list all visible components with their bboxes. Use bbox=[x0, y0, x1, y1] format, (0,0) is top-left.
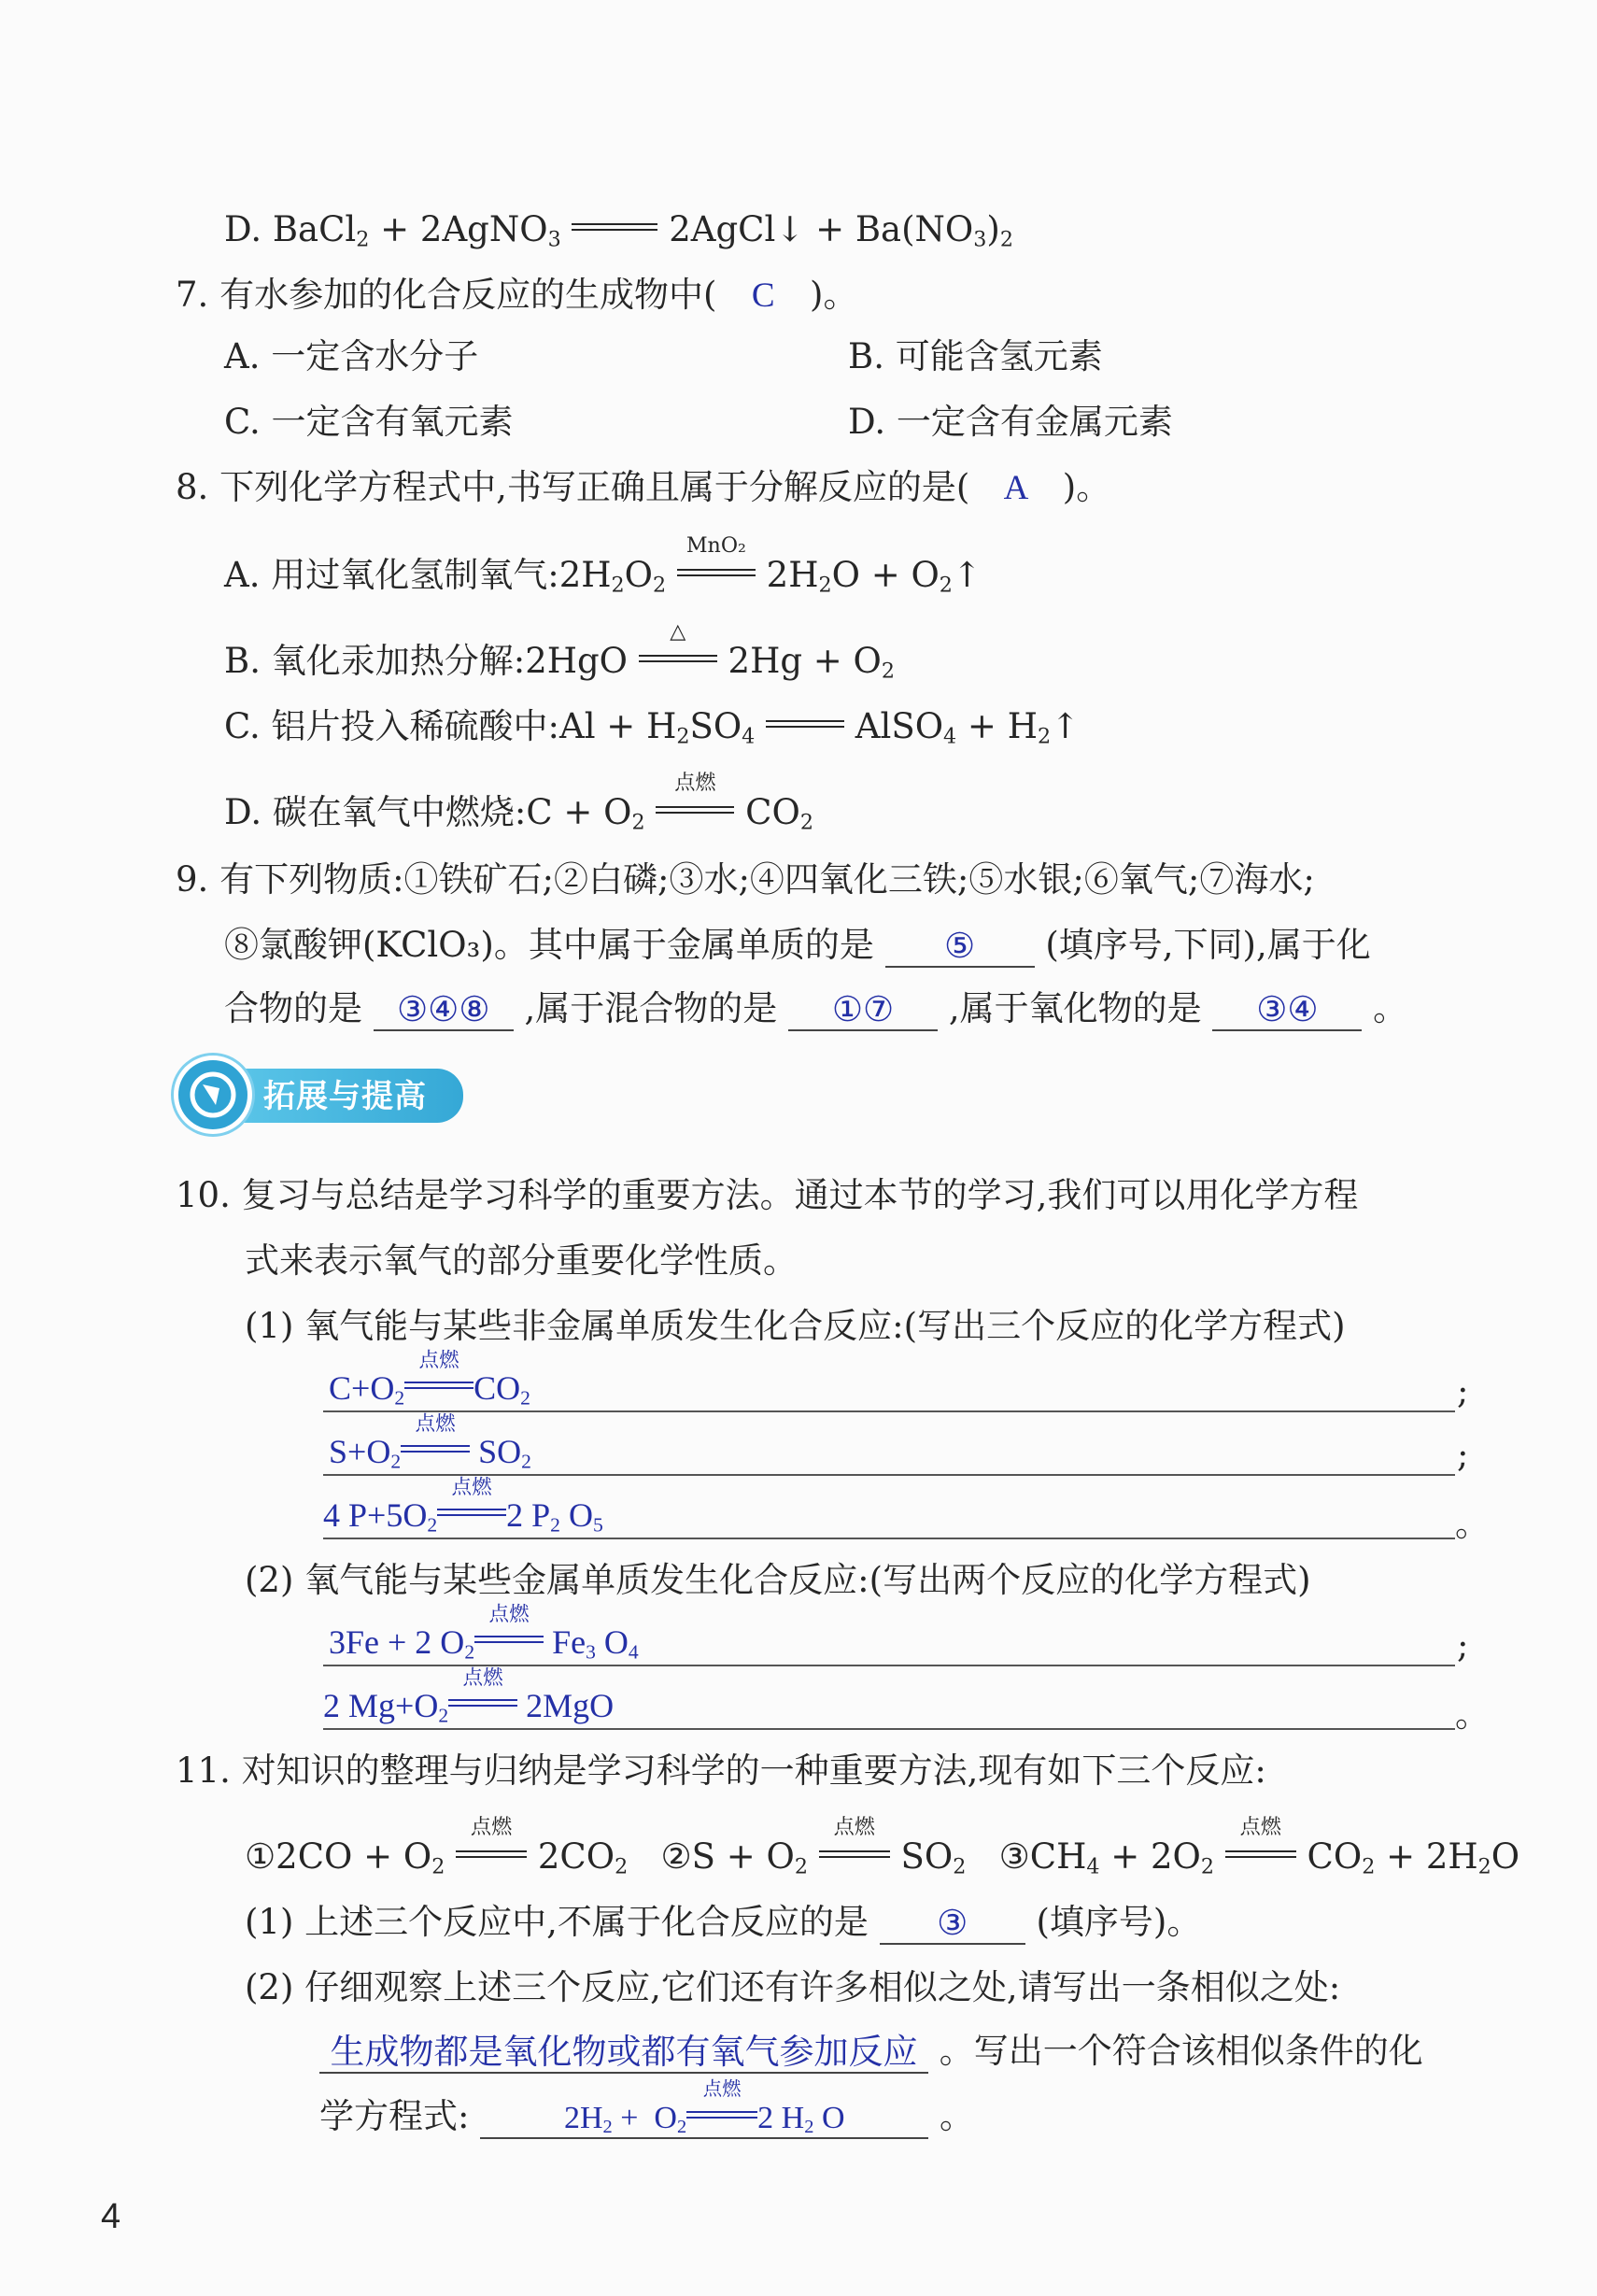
q11-answer-3: $2H_2 + O_2$ 点燃 2 $H_2$ O bbox=[480, 2096, 928, 2139]
q10-answer-2: $S+O_2$ 点燃 $SO_2$ bbox=[329, 1411, 531, 1473]
period: 。 bbox=[1455, 1694, 1490, 1735]
section-badge bbox=[174, 1056, 463, 1134]
answer-line bbox=[323, 1538, 1455, 1539]
q10-answer-4: 3Fe + 2 $O_2$ 点燃 $Fe_3$ $O_4$ bbox=[329, 1602, 639, 1664]
answer-line bbox=[323, 1728, 1455, 1730]
q8-stem bbox=[176, 465, 1110, 511]
q7-stem-end: )。 bbox=[810, 275, 858, 315]
q9-answer-compound: ③④⑧ bbox=[374, 988, 514, 1031]
aperture-icon bbox=[174, 1056, 252, 1134]
semicolon: ; bbox=[1457, 1625, 1469, 1665]
heat-symbol: △ bbox=[670, 619, 686, 645]
q11-part-1: (1) 上述三个反应中,不属于化合反应的是 ③ (填序号)。 bbox=[245, 1902, 1202, 1943]
q10-part-2: (2) 氧气能与某些金属单质发生化合反应:(写出两个反应的化学方程式) bbox=[245, 1560, 1311, 1600]
q9-line-1: 9. 有下列物质:①铁矿石;②白磷;③水;④四氧化三铁;⑤水银;⑥氧气;⑦海水; bbox=[176, 859, 1315, 900]
q9-answer-mixture: ①⑦ bbox=[788, 988, 938, 1031]
q9-line-3: 合物的是 ③④⑧ ,属于混合物的是 ①⑦ ,属于氧化物的是 ③④ 。 bbox=[224, 988, 1408, 1029]
page-number: 4 bbox=[101, 2197, 121, 2236]
q10-answer-3: 4 $P+5O_2$ 点燃 2 $P_2$ $O_5$ bbox=[323, 1475, 603, 1537]
q11-part-2-line-3: 学方程式: $2H_2 + O_2$ 点燃 2 $H_2$ O 。 bbox=[319, 2078, 974, 2138]
q8-option-d: D. 碳在氧气中燃烧:C + $O_2$ 点燃 $CO_2$ bbox=[224, 771, 813, 835]
catalyst-label: MnO₂ bbox=[685, 533, 746, 559]
q8-option-c: C. 铝片投入稀硫酸中:Al + $H_2SO_4$ AlSO$_4$ + $H_2↑$ bbox=[224, 706, 1081, 749]
q10-answer-5: 2 $Mg+O_2$ 点燃 2MgO bbox=[323, 1665, 615, 1727]
q7-stem bbox=[176, 273, 857, 319]
q10-line-1: 10. 复习与总结是学习科学的重要方法。通过本节的学习,我们可以用化学方程 bbox=[176, 1175, 1359, 1215]
q8-answer: A bbox=[1003, 469, 1029, 507]
section-title: 拓展与提高 bbox=[263, 1078, 427, 1115]
q10-answer-1: $C+O_2$ 点燃 $CO_2$ bbox=[329, 1348, 530, 1410]
q11-reactions: ①2CO + $O_2$ 点燃 $2CO_2$ ②S + $O_2$ 点燃 $SO_2$ $③CH_4 + 2O_2$ 点燃 $CO_2 + 2H_2O$ bbox=[245, 1815, 1520, 1879]
q11-answer-2: 生成物都是氧化物或都有氧气参加反应 bbox=[319, 2031, 928, 2074]
answer-line bbox=[323, 1410, 1455, 1412]
answer-line bbox=[323, 1474, 1455, 1476]
q11-part-2: (2) 仔细观察上述三个反应,它们还有许多相似之处,请写出一条相似之处: bbox=[245, 1967, 1341, 2007]
semicolon: ; bbox=[1457, 1435, 1469, 1475]
semicolon: ; bbox=[1457, 1371, 1469, 1411]
q10-line-2: 式来表示氧气的部分重要化学性质。 bbox=[245, 1240, 798, 1281]
q8-option-b: B. 氧化汞加热分解:2HgO △ $2Hg + O_2$ bbox=[224, 619, 896, 684]
q7-option-a: A. 一定含水分子 bbox=[224, 336, 479, 376]
q9-line-2: ⑧氯酸钾(KClO₃)。其中属于金属单质的是 ⑤ (填序号,下同),属于化 bbox=[224, 925, 1371, 966]
q11-line-1: 11. 对知识的整理与归纳是学习科学的一种重要方法,现有如下三个反应: bbox=[176, 1750, 1266, 1791]
q9-answer-oxide: ③④ bbox=[1212, 988, 1362, 1031]
q7-stem-text: 7. 有水参加的化合反应的生成物中( bbox=[176, 275, 717, 315]
q8-stem-text: 8. 下列化学方程式中,书写正确且属于分解反应的是( bbox=[176, 467, 970, 507]
q11-part-2-line-2: 生成物都是氧化物或都有氧气参加反应 。写出一个符合该相似条件的化 bbox=[319, 2029, 1423, 2074]
q7-option-b: B. 可能含氢元素 bbox=[848, 336, 1103, 376]
q7-option-d: D. 一定含有金属元素 bbox=[848, 402, 1173, 442]
q7-answer: C bbox=[751, 276, 775, 315]
q11-answer-1: ③ bbox=[880, 1902, 1025, 1945]
q8-option-a: A. 用过氧化氢制氧气$:2H_2O_2$ MnO₂ $2H_2O$ + $O_2↑$ bbox=[224, 533, 982, 598]
q10-part-1: (1) 氧气能与某些非金属单质发生化合反应:(写出三个反应的化学方程式) bbox=[245, 1306, 1346, 1346]
q8-stem-end: )。 bbox=[1062, 467, 1111, 507]
q6-option-d: D. BaCl$_2$ + 2AgNO$_3$ 2AgCl↓ + $Ba(NO_3)_2$ bbox=[224, 209, 1013, 252]
period: 。 bbox=[1455, 1504, 1490, 1544]
q9-answer-metal: ⑤ bbox=[885, 925, 1035, 968]
q7-option-c: C. 一定含有氧元素 bbox=[224, 402, 514, 442]
